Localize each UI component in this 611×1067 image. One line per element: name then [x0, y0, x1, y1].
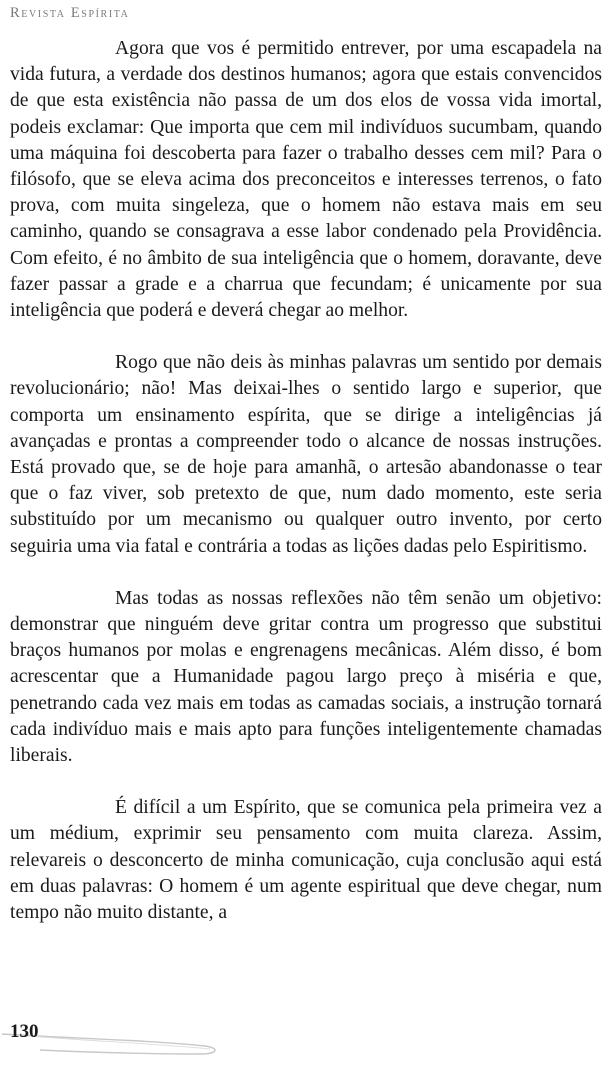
running-header-title: Revista Espírita — [10, 5, 130, 21]
paragraph: Rogo que não deis às minhas palavras um sentido por demais revolucionário; não! Mas deixai-lhes o sentido largo e superior, que comporta um ensinamento espírita, que se dirige a inteligências já avançadas e prontas a compreender todo o alcance de nossas instruções. Está provado que, se de hoje para amanhã, o artesão abandonasse o tear que o faz viver, sob pretexto de que, num dado momento, este seria substituído por um mecanismo ou qualquer outro invento, por certo seguiria uma via fatal e contrária a todas as lições dadas pelo Espiritismo. — [10, 352, 602, 557]
paragraph: Agora que vos é permitido entrever, por uma escapadela na vida futura, a verdade dos destinos humanos; agora que estais convencidos de que esta existência não passa de um dos elos de vossa vida imortal, podeis exclamar: Que importa que cem mil indivíduos sucumbam, quando uma máquina foi descoberta para fazer o trabalho desses cem mil? Para o filósofo, que se eleva acima dos preconceitos e interesses terrenos, o fato prova, com muita singeleza, que o homem não estava mais em seu caminho, quando se consagrava a esse labor condenado pela Providência. Com efeito, é no âmbito de sua inteligência que o homem, doravante, deve fazer passar a grade e a charrua que fecundam; é unicamente por sua inteligência que poderá e deverá chegar ao melhor. — [10, 38, 602, 322]
decorative-swash-ornament — [0, 1016, 260, 1056]
page-number: 130 — [10, 1021, 39, 1042]
article-body — [10, 36, 602, 926]
paragraph: Mas todas as nossas reflexões não têm senão um objetivo: demonstrar que ninguém deve gritar contra um progresso que substitui braços humanos por molas e engrenagens mecânicas. Além disso, é bom acrescentar que a Humanidade pagou largo preço à miséria e que, penetrando cada vez mais em todas as camadas sociais, a instrução tornará cada indivíduo mais e mais apto para funções inteligentemente chamadas liberais. — [10, 587, 602, 767]
paragraph: É difícil a um Espírito, que se comunica pela primeira vez a um médium, exprimir seu pensamento com muita clareza. Assim, relevareis o desconcerto de minha comunicação, cuja conclusão aqui está em duas palavras: O homem é um agente espiritual que deve chegar, num tempo não muito distante, a — [10, 797, 602, 924]
